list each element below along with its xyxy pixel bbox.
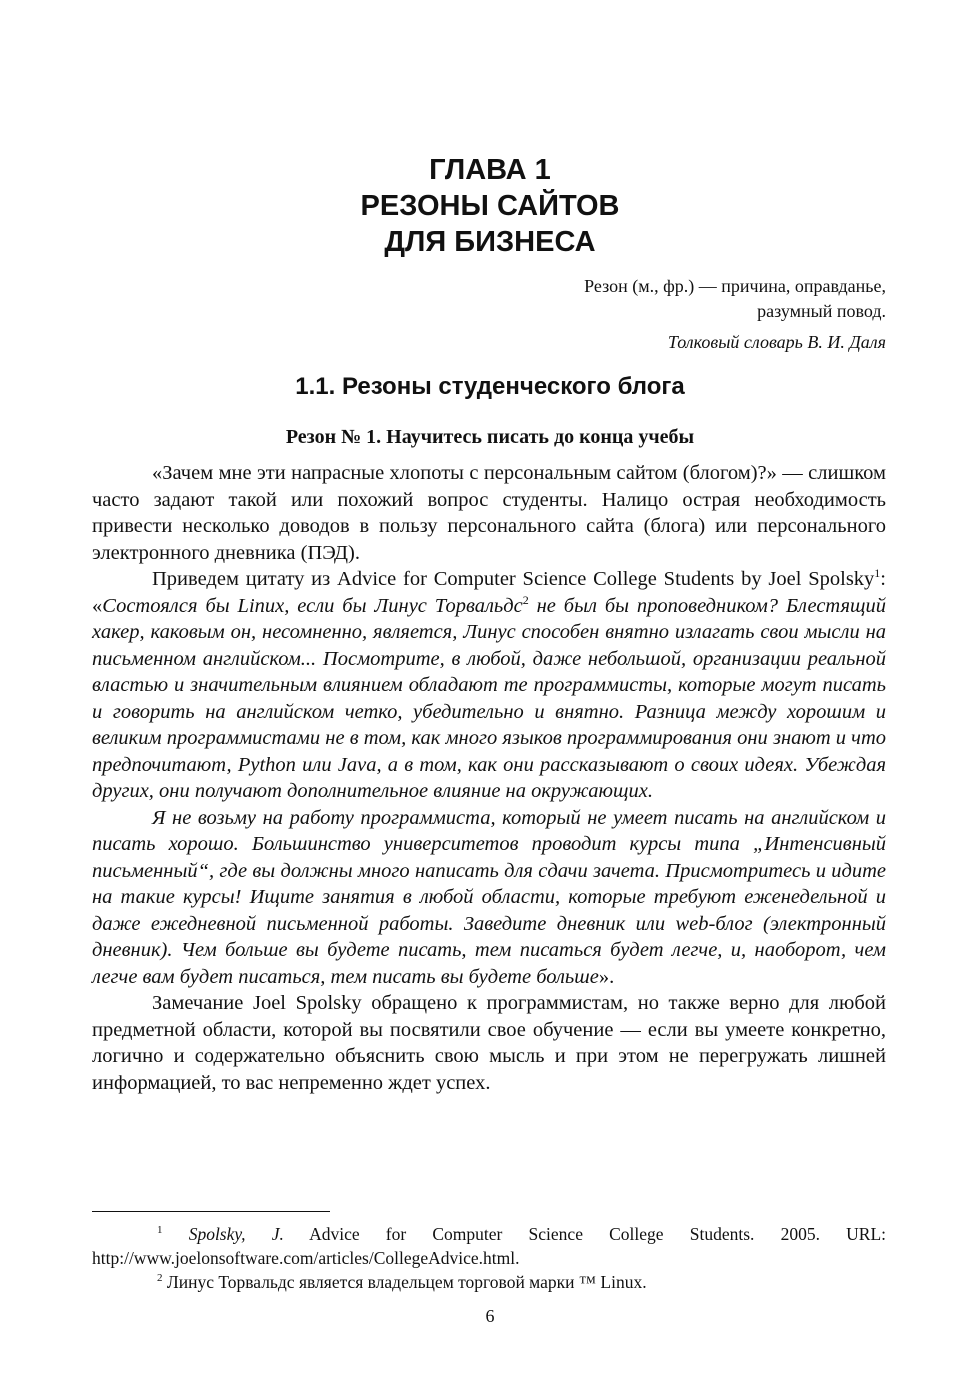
footnotes xyxy=(92,1222,886,1294)
chapter-label: ГЛАВА 1 xyxy=(429,154,551,186)
footnote-2-mark: 2 xyxy=(157,1272,163,1285)
paragraph-2-lead: Приведем цитату из Advice for Computer Science College Students by Joel Spolsky xyxy=(152,568,875,590)
footnote-ref-2[interactable]: 2 xyxy=(522,592,529,607)
paragraph-1: «Зачем мне эти напрасные хлопоты с персональным сайтом (блогом)?» — слишком часто задают такой или похожий вопрос студенты. Налицо острая необходимость привести несколько доводов в пользу персонального сайта (блога) или персонального электронного дневника (ПЭД). xyxy=(92,462,886,564)
footnote-2-text: Линус Торвальдс является владельцем торговой марки ™ Linux. xyxy=(162,1272,647,1292)
page-number: 6 xyxy=(485,1306,495,1326)
quote-close: ». xyxy=(598,965,615,988)
paragraph-3 xyxy=(92,805,886,991)
footnote-1 xyxy=(92,1222,886,1270)
section-title: 1.1. Резоны студенческого блога xyxy=(295,373,685,400)
epigraph-line-1: Резон (м., фр.) — причина, оправданье, xyxy=(584,276,886,296)
footnote-divider xyxy=(92,1211,330,1212)
chapter-title-line-2: ДЛЯ БИЗНЕСА xyxy=(384,226,596,258)
quote-part-b: не был бы проповедником? Блестящий хакер, каковым он, несомненно, является, Линус способен внятно излагать свои мысли на письменном английском... Посмотрите, в любой, даже небольшой, организации реальной властью и значительным влиянием обладают те программисты, которые могут писать и говорить на английском четко, убедительно и внятно. Разница между хорошим и великим программистами не в том, как много языков программирования они знают и что предпочитают, Python или Java, а в том, как они рассказывают о своих идеях. Убеждая других, они получают дополнительное влияние на окружающих. xyxy=(92,594,886,802)
body-text xyxy=(92,460,886,1096)
chapter-title-line-1: РЕЗОНЫ САЙТОВ xyxy=(360,190,620,222)
quote-part-a: Состоялся бы Linux, если бы Линус Торвальдс xyxy=(102,594,523,617)
epigraph-source: Толковый словарь В. И. Даля xyxy=(667,332,886,352)
chapter-heading xyxy=(0,152,980,260)
footnote-1-text: Advice for Computer Science College Students. 2005. URL: http://www.joelonsoftware.com/articles/CollegeAdvice.html. xyxy=(92,1224,886,1268)
paragraph-2 xyxy=(92,566,886,805)
footnote-1-mark: 1 xyxy=(157,1224,163,1237)
footnote-ref-1[interactable]: 1 xyxy=(874,566,881,581)
quote-part-c: Я не возьму на работу программиста, который не умеет писать на английском и писать хорошо. Большинство университетов проводит курсы типа „Интенсивный письменный“, где вы должны много написать для сдачи зачета. Присмотритесь и идите на такие курсы! Ищите занятия в любой области, которые требуют еженедельной и даже ежедневной письменной работы. Заведите дневник или web-блог (электронный дневник). Чем больше вы будете писать, тем писаться будет легче, и, наоборот, чем легче вам будет писаться, тем писать вы будете больше xyxy=(92,806,886,988)
epigraph-quote xyxy=(584,274,886,324)
subsection-title: Резон № 1. Научитесь писать до конца учебы xyxy=(285,426,695,448)
epigraph-line-2: разумный повод. xyxy=(757,301,886,321)
footnote-1-author: Spolsky, J. xyxy=(188,1224,284,1244)
paragraph-2-colon: : « xyxy=(92,568,886,617)
footnote-2 xyxy=(92,1270,886,1294)
paragraph-4: Замечание Joel Spolsky обращено к программистам, но также верно для любой предметной области, которой вы посвятили свое обучение — если вы умеете конкретно, логично и содержательно объяснить свою мысль и при этом не перегружать лишней информацией, то вас непременно ждет успех. xyxy=(92,992,886,1094)
